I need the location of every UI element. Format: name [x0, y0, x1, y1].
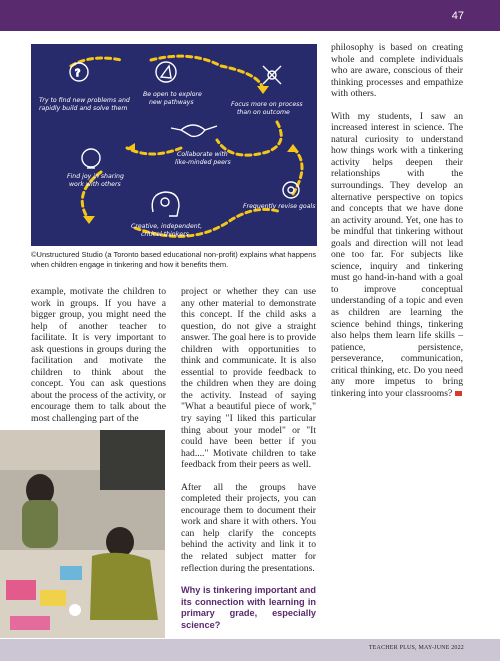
col1-paragraph-1: example, motivate the children to work in groups. If you have a bigger group, you might need the help of another teacher to facilitate. It is very important to ask questions in groups during the facilitation and motivate the children to think about the concept. You can ask questions about the process of the activity, or encourage them to talk about the most challenging part of the	[31, 286, 166, 425]
handshake-icon	[171, 125, 217, 136]
classroom-photo	[0, 430, 165, 638]
header-bar	[0, 0, 500, 31]
question-lightbulb-icon	[70, 63, 88, 81]
end-of-article-mark	[455, 391, 462, 396]
label-open-2: new pathways	[149, 99, 194, 106]
svg-text:?: ?	[75, 68, 81, 79]
column-1	[31, 286, 166, 425]
label-creative-2: critical thinkers	[141, 231, 189, 238]
head-gears-icon	[152, 192, 179, 216]
label-focus-1: Focus more on process	[231, 101, 303, 108]
col3-paragraph-2: With my students, I saw an increased interest in science. The natural curiosity to understand how things work with a tinkering activity helps deepen their relationships with the surroundings. They develop an alternative perspective on topics and concepts that we have done an activity around. Yet, one has to be mindful that tinkering without goals and direction will not lead one too far. For subjects like science, inquiry and tinkering must go hand-in-hand with a goal to improve conceptual understanding of a topic and even as children are learning the science behind things, tinkering also helps them learn life skills – patience, persistence, perseverance, communication, critical thinking, etc. Do you need any more impetus to bring tinkering into your classrooms?	[331, 110, 463, 399]
arrow-head-4	[287, 144, 299, 152]
label-collab-2: like-minded peers	[175, 159, 231, 166]
footer-bar	[0, 639, 500, 661]
col2-paragraph-2: After all the groups have completed their projects, you can encourage them to document their work and share it with others. You can help clarify the concepts behind the activity and link it to the related subject matter for reflection during the presentations.	[181, 481, 316, 574]
sharing-lightbulb-icon	[82, 149, 100, 168]
label-creative-1: Creative, independent,	[131, 223, 203, 230]
label-problems-2: rapidly build and solve them	[39, 105, 128, 112]
label-problems-1: Try to find new problems and	[39, 97, 130, 104]
footer-publication: TEACHER PLUS, MAY-JUNE 2022	[368, 645, 464, 651]
col3-paragraph-1: philosophy is based on creating whole and complete individuals who are aware, conscious of their thinking processes and empathize with others.	[331, 42, 463, 100]
column-2	[181, 286, 316, 654]
label-collab-1: Collaborate with	[177, 151, 228, 158]
arrow-head-1	[257, 86, 269, 94]
col2-paragraph-1: project or whether they can use any other material to demonstrate this concept. If the child asks a question, do not give a straight answer. The goal here is to provide children with opportunities to think and communicate. It is also essential to provide feedback to the children when they are doing the activity. Instead of saying "What a beautiful piece of work," try saying "I liked this particular thing about your model" or "It could have been better if you had...." Motivate children to take feedback from their peers as well.	[181, 286, 316, 471]
label-revise: Frequently revise goals	[243, 203, 316, 210]
label-open-1: Be open to explore	[143, 91, 202, 98]
tinkering-infographic	[31, 44, 317, 246]
arrow-head-3	[83, 216, 95, 224]
label-joy-2: work with others	[69, 181, 121, 188]
label-focus-2: than on outcome	[237, 109, 290, 116]
compass-icon	[156, 62, 176, 82]
section-subheading: Why is tinkering important and its connection with learning in primary grade, especially science?	[181, 585, 316, 630]
arrow-head-2	[127, 143, 135, 153]
column-3	[331, 42, 463, 399]
photo-illustration	[0, 430, 165, 638]
label-joy-1: Find joy in sharing	[67, 173, 124, 180]
page-number: 47	[451, 10, 464, 22]
infographic-svg	[31, 44, 317, 246]
tools-icon	[263, 66, 281, 84]
figure-caption: ©Unstructured Studio (a Toronto based educational non-profit) explains what happens when children engage in tinkering and how it benefits them.	[31, 250, 317, 269]
